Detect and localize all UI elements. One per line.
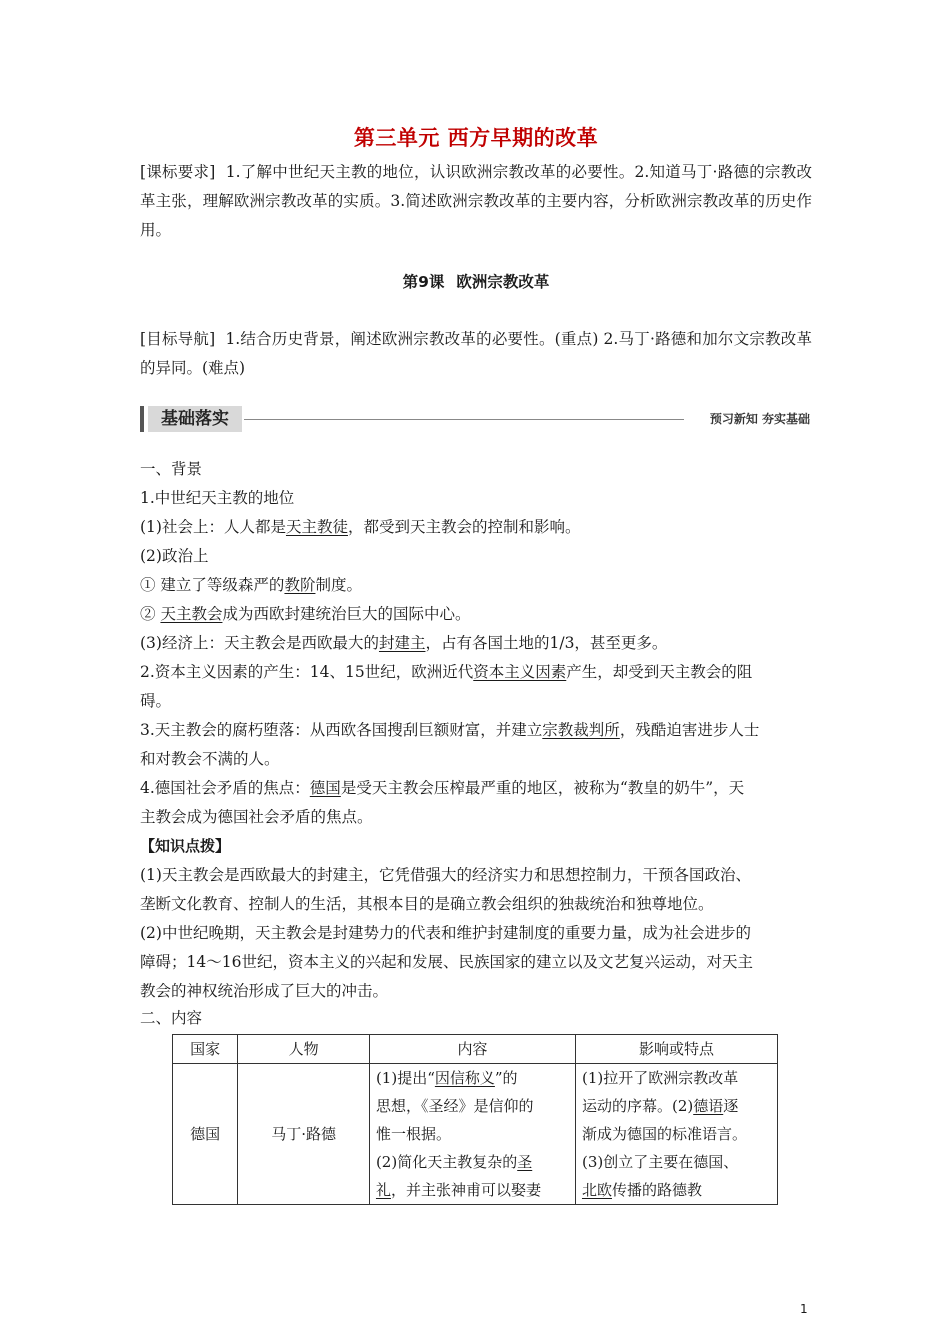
impact-line: (3)创立了主要在德国、: [581, 1153, 739, 1171]
column-header: 影响或特点: [575, 1035, 777, 1064]
cell-impact: [575, 1064, 777, 1205]
text: ②: [140, 605, 161, 623]
heading-background: 一、背景: [140, 460, 203, 478]
key-term: 封建主: [378, 634, 426, 652]
content-line: [376, 1064, 569, 1092]
page-number: 1: [800, 1302, 808, 1316]
heading-content: 二、内容: [140, 1009, 203, 1027]
column-header: 内容: [369, 1035, 575, 1064]
lesson-number: 第9课: [402, 273, 445, 291]
text: 逐: [723, 1097, 739, 1115]
text: 是受天主教会压榨最严重的地区，被称为“教皇的奶牛”，天: [340, 779, 745, 797]
item-1-title: 1.中世纪天主教的地位: [140, 489, 295, 507]
content-line: [376, 1176, 569, 1204]
text: ① 建立了等级森严的: [140, 576, 285, 594]
item-3-line-1: [140, 716, 812, 745]
impact-line: (1)拉开了欧洲宗教改革: [581, 1069, 739, 1087]
content-line: 思想，《圣经》是信仰的: [375, 1097, 534, 1115]
item-1-3: [140, 629, 812, 658]
key-term: 天主教徒: [285, 518, 348, 536]
reform-table: [172, 1034, 778, 1205]
goals-label: [目标导航]: [140, 330, 216, 348]
content-line: 惟一根据。: [375, 1125, 451, 1143]
text: (1)社会上：人人都是: [140, 518, 286, 536]
curriculum-label: [课标要求]: [140, 163, 216, 181]
table-row: [173, 1064, 778, 1205]
item-4-line-1: [140, 774, 812, 803]
text: 传播的路德教: [611, 1181, 702, 1199]
text: 4.德国社会矛盾的焦点：: [140, 779, 310, 797]
table-header-row: [173, 1035, 778, 1064]
key-term: 北欧: [581, 1181, 612, 1199]
item-2-line-2: 碍。: [140, 692, 172, 710]
cell-country: 德国: [173, 1064, 238, 1205]
key-term: 教阶: [284, 576, 316, 594]
curriculum-requirements: [140, 158, 812, 245]
knowledge-tip-label: 【知识点拨】: [140, 837, 231, 855]
key-term: 宗教裁判所: [542, 721, 620, 739]
text: 2.资本主义因素的产生：14、15世纪，欧洲近代: [140, 663, 474, 681]
text: 成为西欧封建统治巨大的国际中心。: [222, 605, 471, 623]
cell-content: [369, 1064, 575, 1205]
text: (3)经济上：天主教会是西欧最大的: [140, 634, 379, 652]
key-term: 德语: [693, 1097, 724, 1115]
text: ，并主张神甫可以娶妻: [390, 1181, 541, 1199]
cell-person: 马丁·路德: [238, 1064, 370, 1205]
curriculum-text: 1.了解中世纪天主教的地位，认识欧洲宗教改革的必要性。2.知道马丁·路德的宗教改革主张，理解欧洲宗教改革的实质。3.简述欧洲宗教改革的主要内容，分析欧洲宗教改革的历史作用。: [140, 163, 812, 239]
tip-1-line-2: 垄断文化教育、控制人的生活，其根本目的是确立教会组织的独裁统治和独尊地位。: [140, 895, 714, 913]
text: (1)提出“: [375, 1069, 435, 1087]
impact-line: 渐成为德国的标准语言。: [581, 1125, 747, 1143]
lesson-title: [140, 270, 812, 292]
text: 产生，却受到天主教会的阻: [566, 663, 753, 681]
key-term: 天主教会: [160, 605, 223, 623]
item-2-line-1: [140, 658, 812, 687]
item-1-2-1: [140, 571, 812, 600]
goals-text: 1.结合历史背景，阐述欧洲宗教改革的必要性。(重点) 2.马丁·路德和加尔文宗教改革的异同。(难点): [140, 330, 812, 377]
key-term: 资本主义因素: [473, 663, 567, 681]
learning-goals: [140, 325, 812, 383]
section-rule: [244, 419, 684, 420]
lesson-name: 欧洲宗教改革: [456, 273, 550, 291]
key-term: 德国: [309, 779, 341, 797]
tip-2-line-1: (2)中世纪晚期，天主教会是封建势力的代表和维护封建制度的重要力量，成为社会进步的: [140, 924, 751, 942]
key-term: 因信称义: [434, 1069, 495, 1087]
key-term: 圣: [517, 1153, 533, 1171]
tip-1-line-1: (1)天主教会是西欧最大的封建主，它凭借强大的经济实力和思想控制力，干预各国政治、: [140, 866, 751, 884]
item-4-line-2: 主教会成为德国社会矛盾的焦点。: [140, 808, 373, 826]
impact-line: [582, 1176, 771, 1204]
text: (2)简化天主教复杂的: [375, 1153, 518, 1171]
tip-2-line-3: 教会的神权统治形成了巨大的冲击。: [140, 982, 389, 1000]
unit-title: 第三单元 西方早期的改革: [353, 126, 599, 150]
content-line: [376, 1148, 569, 1176]
column-header: 人物: [238, 1035, 370, 1064]
text: ，占有各国土地的1/3，甚至更多。: [425, 634, 668, 652]
text: 运动的序幕。(2): [581, 1097, 694, 1115]
impact-line: [582, 1092, 771, 1120]
section-tagline: 预习新知 夯实基础: [709, 412, 810, 426]
text: ，都受到天主教会的控制和影响。: [347, 518, 581, 536]
column-header: 国家: [173, 1035, 238, 1064]
text: 3.天主教会的腐朽堕落：从西欧各国搜刮巨额财富，并建立: [140, 721, 543, 739]
item-1-2: (2)政治上: [140, 547, 209, 565]
item-1-2-2: [140, 600, 812, 629]
text: ”的: [494, 1069, 518, 1087]
section-title: 基础落实: [148, 406, 242, 432]
text: ，残酷迫害进步人士: [619, 721, 760, 739]
section-header: [140, 406, 812, 432]
key-term: 礼: [375, 1181, 391, 1199]
text: 制度。: [315, 576, 362, 594]
item-3-line-2: 和对教会不满的人。: [140, 750, 280, 768]
section-marker: [140, 406, 144, 432]
item-1-1: [140, 513, 812, 542]
tip-2-line-2: 障碍；14～16世纪，资本主义的兴起和发展、民族国家的建立以及文艺复兴运动，对天主: [140, 953, 753, 971]
